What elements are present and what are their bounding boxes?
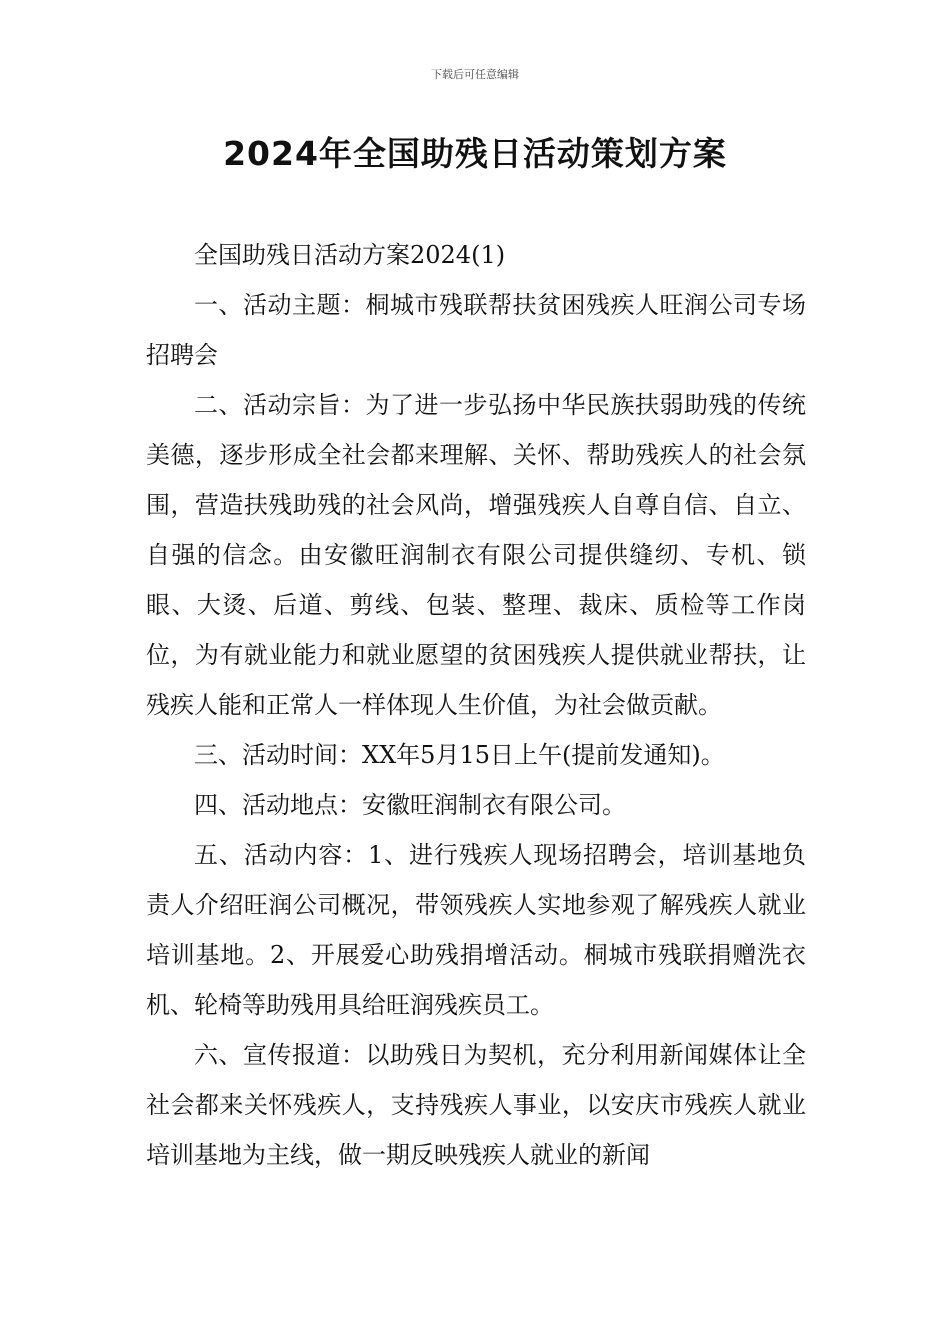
- paragraph-content: 五、活动内容：1、进行残疾人现场招聘会，培训基地负责人介绍旺润公司概况，带领残疾人实地参观了解残疾人就业培训基地。2、开展爱心助残捐增活动。桐城市残联捐赠洗衣机、轮椅等助残用具给旺润残疾员工。: [146, 841, 806, 1019]
- paragraph-time: 三、活动时间：XX年5月15日上午(提前发通知)。: [194, 741, 725, 769]
- paragraph-publicity: 六、宣传报道：以助残日为契机，充分利用新闻媒体让全社会都来关怀残疾人，支持残疾人事业，以安庆市残疾人就业培训基地为主线，做一期反映残疾人就业的新闻: [146, 1041, 806, 1169]
- header-note: 下载后可任意编辑: [431, 68, 519, 81]
- document-body: [146, 230, 806, 1180]
- paragraph-purpose: 二、活动宗旨：为了进一步弘扬中华民族扶弱助残的传统美德，逐步形成全社会都来理解、关怀、帮助残疾人的社会氛围，营造扶残助残的社会风尚，增强残疾人自尊自信、自立、自强的信念。由安徽旺润制衣有限公司提供缝纫、专机、锁眼、大烫、后道、剪线、包装、整理、裁床、质检等工作岗位，为有就业能力和就业愿望的贫困残疾人提供就业帮扶，让残疾人能和正常人一样体现人生价值，为社会做贡献。: [146, 391, 806, 719]
- paragraph-theme: 一、活动主题：桐城市残联帮扶贫困残疾人旺润公司专场招聘会: [146, 291, 806, 369]
- paragraph-subtitle: 全国助残日活动方案2024(1): [194, 241, 506, 269]
- document-title: 2024年全国助残日活动策划方案: [223, 134, 727, 173]
- paragraph-location: 四、活动地点：安徽旺润制衣有限公司。: [194, 791, 626, 819]
